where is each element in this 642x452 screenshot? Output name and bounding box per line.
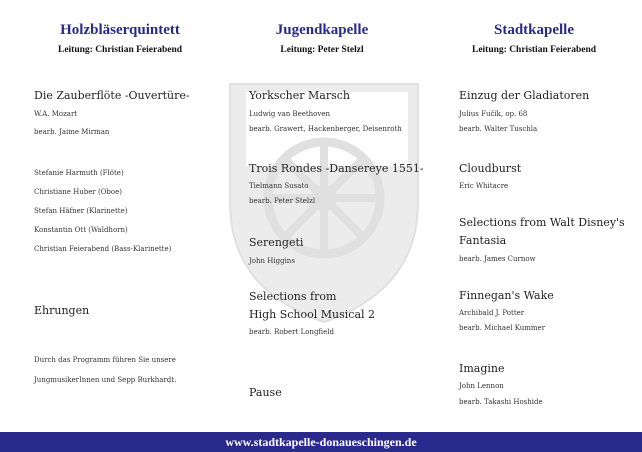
work-arranger: bearb. Robert Longfield xyxy=(249,328,334,336)
honors-heading: Ehrungen xyxy=(34,304,90,317)
work-title: Selections from xyxy=(249,290,337,303)
work-title: Einzug der Gladiatoren xyxy=(459,89,590,102)
pause-label: Pause xyxy=(249,386,282,399)
work-composer: W.A. Mozart xyxy=(34,110,78,118)
work-composer: John Lennon xyxy=(459,382,504,390)
work-title: Trois Rondes -Dansereye 1551- xyxy=(249,162,424,175)
column-subtitle: Leitung: Peter Stelzl xyxy=(280,45,364,55)
work-title: High School Musical 2 xyxy=(249,308,376,321)
website-url: www.stadtkapelle-donaueschingen.de xyxy=(225,434,417,449)
column-title: Jugendkapelle xyxy=(275,22,369,38)
work-arranger: bearb. Jaime Mirman xyxy=(34,128,110,136)
middle-column-header xyxy=(222,22,422,55)
work-title: Selections from Walt Disney's xyxy=(459,216,625,229)
right-column-header xyxy=(434,22,634,55)
work-composer: John Higgins xyxy=(249,257,295,265)
footer-bar xyxy=(0,432,642,452)
work-arranger: bearb. Grawert, Hackenberger, Deisenroth xyxy=(249,125,402,133)
work-composer: Tielmann Susato xyxy=(249,182,309,190)
column-subtitle: Leitung: Christian Feierabend xyxy=(471,45,597,55)
work-title: Die Zauberflöte -Ouvertüre- xyxy=(34,89,190,102)
column-subtitle: Leitung: Christian Feierabend xyxy=(57,45,183,55)
member: Christiane Huber (Oboe) xyxy=(34,188,122,196)
member: Stefan Häfner (Klarinette) xyxy=(34,207,128,215)
work-composer: Ludwig van Beethoven xyxy=(249,110,331,118)
work-title: Cloudburst xyxy=(459,162,522,175)
member: Christian Feierabend (Bass-Klarinette) xyxy=(34,245,172,253)
work-arranger: bearb. Michael Kummer xyxy=(459,324,546,332)
work-title: Yorkscher Marsch xyxy=(249,89,350,102)
work-arranger: bearb. Peter Stelzl xyxy=(249,197,316,205)
work-title: Imagine xyxy=(459,362,505,375)
work-composer: Eric Whitacre xyxy=(459,182,509,190)
work-title: Serengeti xyxy=(249,236,304,249)
member: Konstantin Ott (Waldhorn) xyxy=(34,226,128,234)
work-arranger: bearb. James Curnow xyxy=(459,255,536,263)
work-composer: Julius Fučík, op. 68 xyxy=(459,110,528,118)
work-composer: Archibald J. Potter xyxy=(459,309,525,317)
member: Stefanie Harmuth (Flöte) xyxy=(34,169,124,177)
work-title: Finnegan's Wake xyxy=(459,289,554,302)
work-arranger: bearb. Walter Tuschla xyxy=(459,125,538,133)
work-arranger: bearb. Takashi Hoshide xyxy=(459,398,543,406)
host-note: Durch das Programm führen Sie unsere xyxy=(34,356,176,364)
column-title: Stadtkapelle xyxy=(493,22,574,38)
work-title: Fantasia xyxy=(459,234,507,247)
left-column-header xyxy=(20,22,220,55)
column-title: Holzbläserquintett xyxy=(60,22,180,38)
host-note: JungmusikerInnen und Sepp Burkhardt. xyxy=(34,376,177,384)
